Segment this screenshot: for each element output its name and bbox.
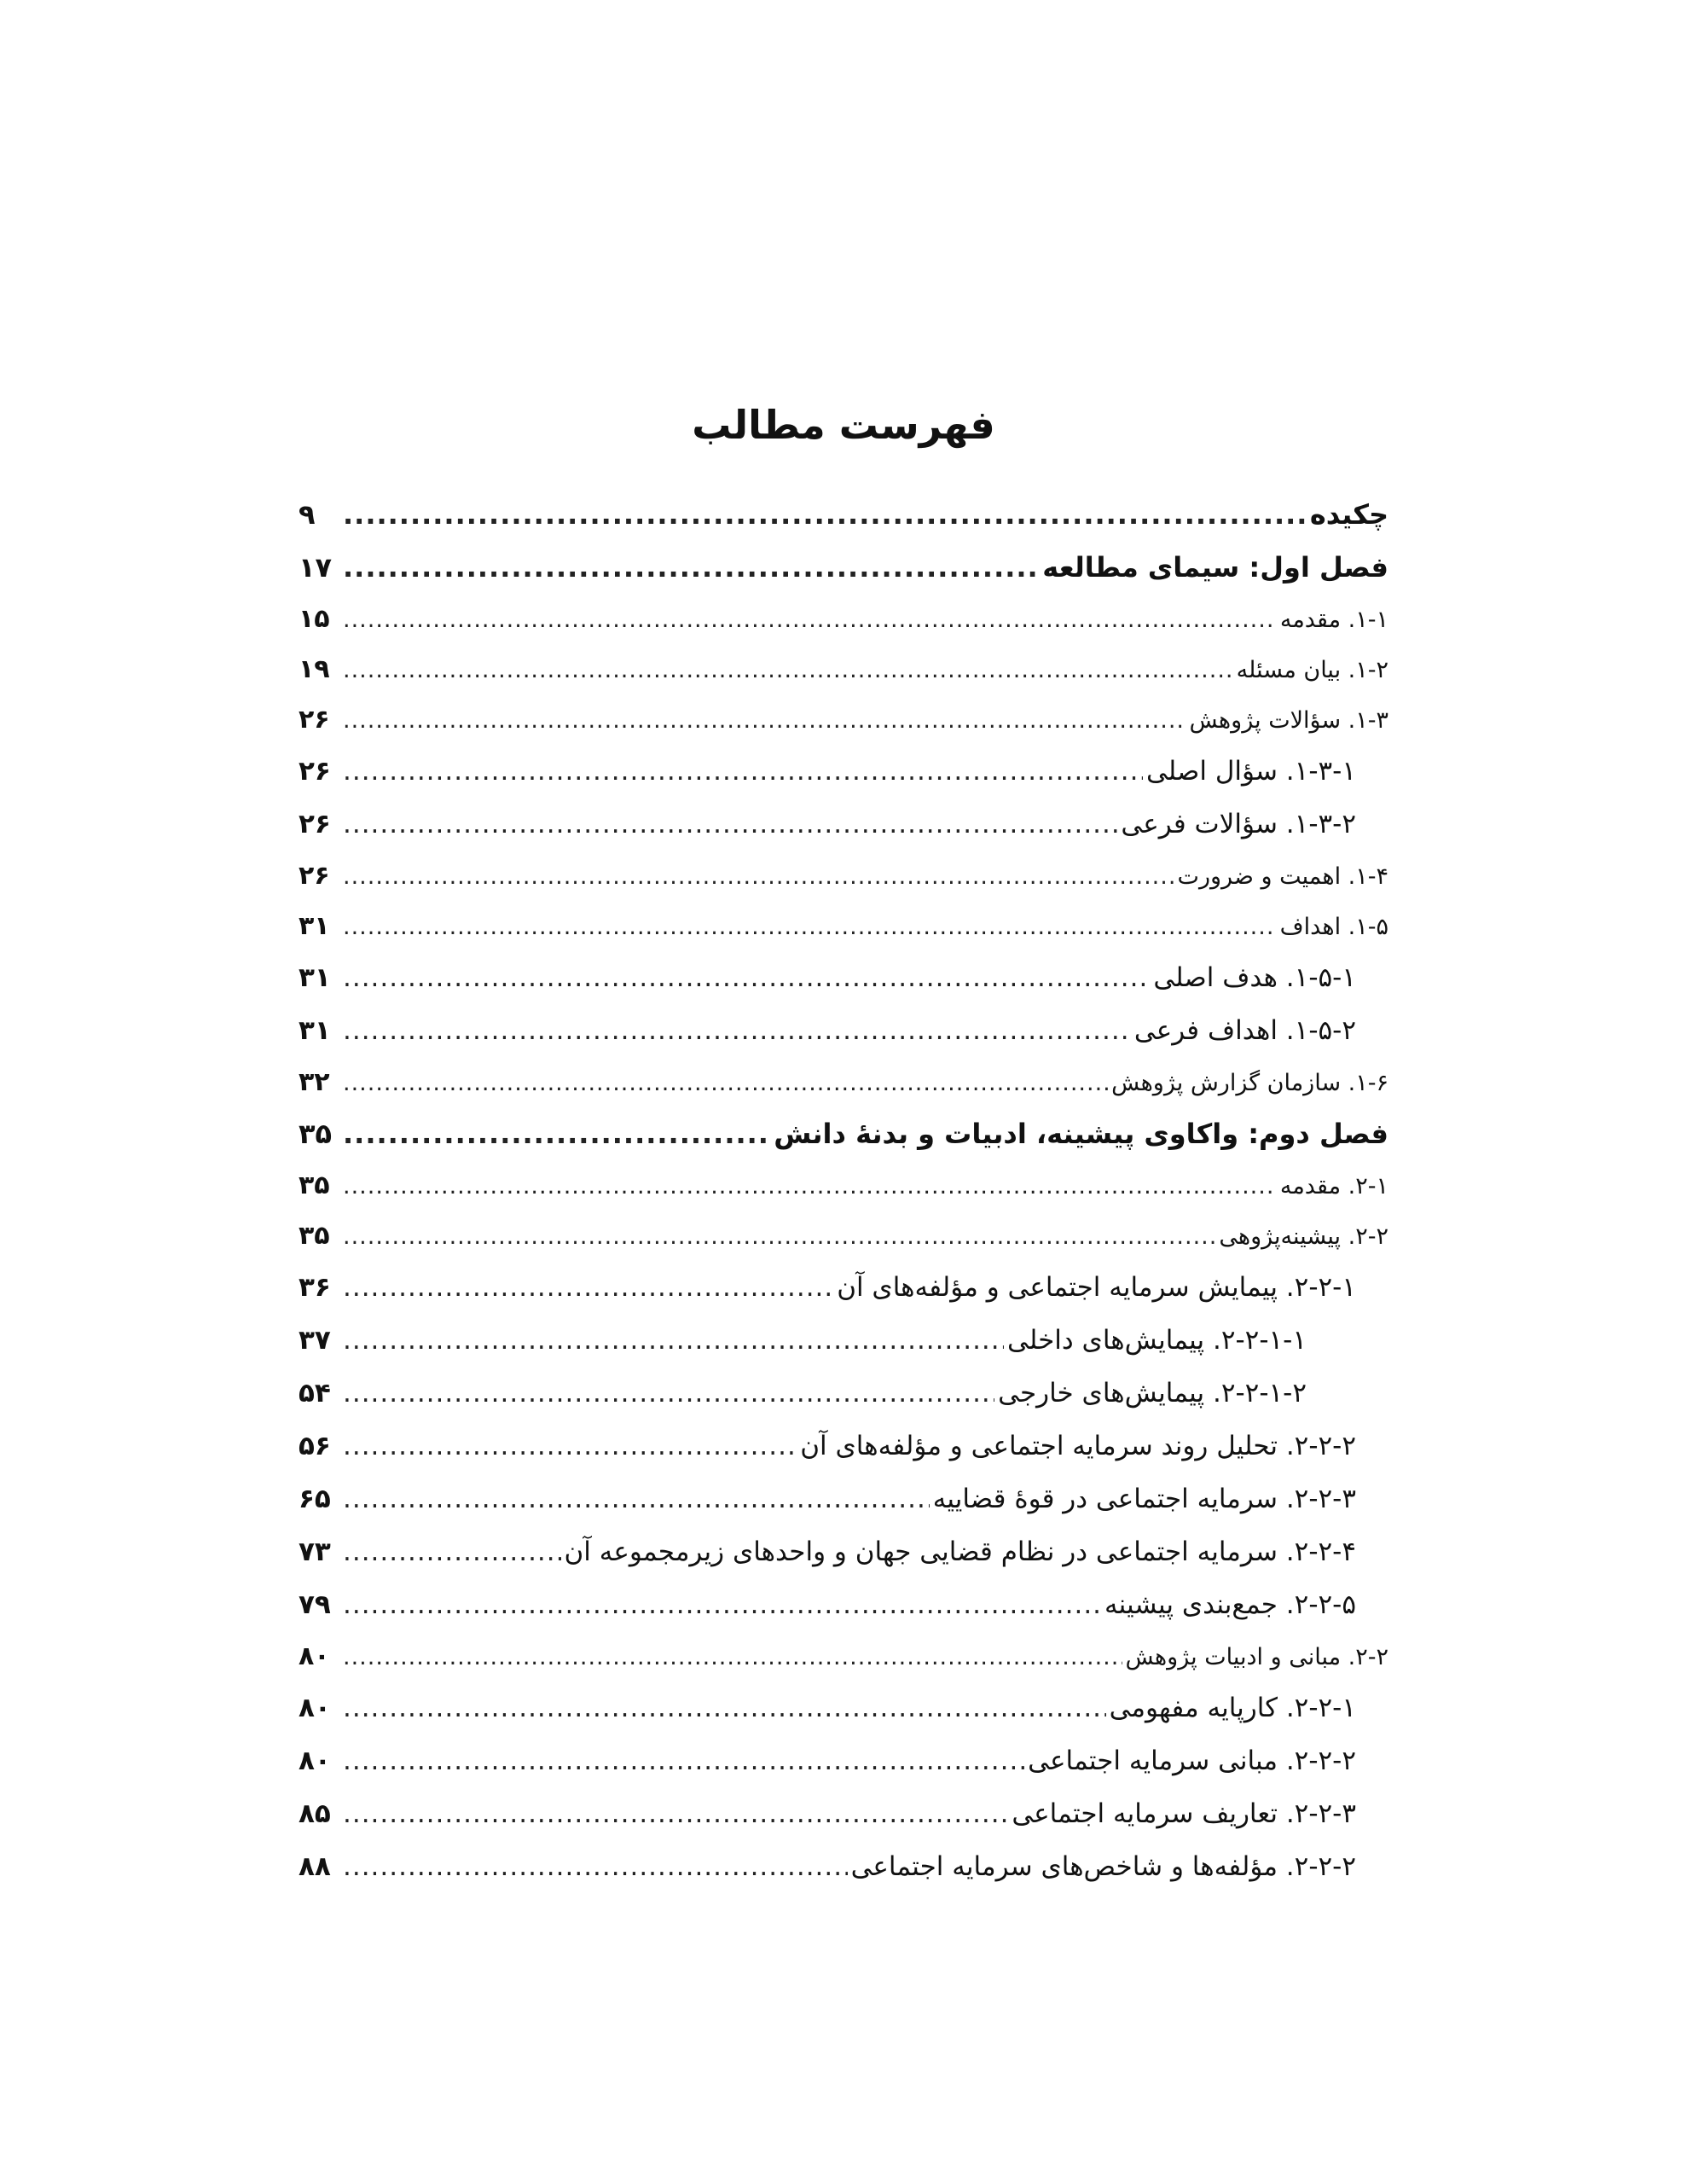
dot-leader xyxy=(343,1632,1122,1682)
toc-entry xyxy=(299,1211,1388,1261)
toc-entry-page-number: ۷۳ xyxy=(299,1536,331,1567)
dot-leader xyxy=(343,1420,797,1472)
toc-entry xyxy=(299,644,1388,694)
dot-leader xyxy=(343,1161,1277,1211)
dot-leader xyxy=(343,1787,1008,1840)
dot-leader xyxy=(343,851,1174,902)
toc-entry xyxy=(299,594,1388,644)
dot-leader xyxy=(343,1682,1106,1734)
toc-entry-page-number: ۳۱ xyxy=(299,962,331,993)
toc-entry-page-number: ۹ xyxy=(299,498,316,531)
toc-entry-page-number: ۳۶ xyxy=(299,1272,331,1303)
toc-entry-page-number: ۳۵ xyxy=(299,1170,330,1200)
toc-entry xyxy=(299,1787,1388,1840)
toc-entry-page-number: ۵۶ xyxy=(299,1431,331,1461)
dot-leader xyxy=(343,488,1307,541)
toc-entry-label: ۱-۵. اهداف xyxy=(1279,914,1388,940)
dot-leader xyxy=(343,1058,1108,1108)
dot-leader xyxy=(343,951,1150,1004)
toc-entry xyxy=(299,1160,1388,1211)
toc-entry-label: ۲-۲-۳. سرمایه اجتماعی در قوۀ قضاییه xyxy=(932,1484,1356,1514)
toc-entry-page-number: ۳۷ xyxy=(299,1325,331,1356)
toc-entry-label: ۱-۳-۲. سؤالات فرعی xyxy=(1121,809,1356,839)
toc-entry-label: ۱-۵-۲. اهداف فرعی xyxy=(1133,1015,1356,1046)
toc-entry-label: ۲-۲-۱-۲. پیمایش‌های خارجی xyxy=(998,1378,1307,1409)
toc-entry-label: ۲-۲-۴. سرمایه اجتماعی در نظام قضایی جهان و واحدهای زیرمجموعه آن xyxy=(564,1536,1356,1567)
toc-entry xyxy=(299,901,1388,951)
dot-leader xyxy=(343,645,1233,695)
toc-entry-page-number: ۷۹ xyxy=(299,1589,331,1620)
toc-entry-label: ۲-۲-۱. کارپایه مفهومی xyxy=(1109,1693,1356,1723)
toc-entry xyxy=(299,951,1388,1004)
toc-entry xyxy=(299,1734,1388,1787)
toc-entry-label: ۲-۲-۲. مؤلفه‌ها و شاخص‌های سرمایه اجتماعی xyxy=(850,1851,1356,1882)
toc-entry xyxy=(299,1682,1388,1734)
toc-entry xyxy=(299,1107,1388,1160)
dot-leader xyxy=(343,541,1039,594)
dot-leader xyxy=(343,745,1143,798)
toc-entry-page-number: ۸۰ xyxy=(299,1693,331,1723)
toc-entry xyxy=(299,694,1388,745)
dot-leader xyxy=(343,1840,848,1893)
toc-entry-page-number: ۶۵ xyxy=(299,1484,331,1514)
toc-entry xyxy=(299,1578,1388,1631)
dot-leader xyxy=(343,1578,1101,1631)
toc-entry-label: ۲-۲-۵. جمع‌بندی پیشینه xyxy=(1104,1589,1356,1620)
toc-entry xyxy=(299,1840,1388,1893)
toc-entry xyxy=(299,1314,1388,1367)
dot-leader xyxy=(343,1107,770,1160)
toc-entry-label: ۱-۳. سؤالات پژوهش xyxy=(1189,707,1388,734)
toc-entry-page-number: ۳۱ xyxy=(299,911,330,941)
toc-entry-page-number: ۳۱ xyxy=(299,1015,331,1046)
toc-entry-page-number: ۳۵ xyxy=(299,1221,330,1251)
toc-entry xyxy=(299,1057,1388,1107)
toc-entry-page-number: ۳۵ xyxy=(299,1118,333,1150)
dot-leader xyxy=(343,1211,1215,1262)
dot-leader xyxy=(343,1367,994,1420)
toc-entry-page-number: ۱۷ xyxy=(299,551,333,584)
toc-entry xyxy=(299,1367,1388,1420)
toc-entry-label: ۱-۴. اهمیت و ضرورت xyxy=(1177,863,1388,890)
toc-entry-label: ۲-۲-۳. تعاریف سرمایه اجتماعی xyxy=(1012,1798,1356,1829)
toc-entry xyxy=(299,745,1388,798)
dot-leader xyxy=(343,798,1117,851)
toc-entry xyxy=(299,851,1388,901)
dot-leader xyxy=(343,1314,1004,1367)
toc-entry xyxy=(299,1261,1388,1314)
toc-entry-label: ۱-۱. مقدمه xyxy=(1279,607,1388,633)
dot-leader xyxy=(343,695,1186,746)
toc-entry-label: ۱-۲. بیان مسئله xyxy=(1236,657,1388,683)
toc-entry xyxy=(299,1631,1388,1682)
toc-entry-page-number: ۸۰ xyxy=(299,1641,330,1671)
toc-entry-page-number: ۸۵ xyxy=(299,1798,331,1829)
toc-entry-page-number: ۲۶ xyxy=(299,809,331,839)
toc-entry-page-number: ۲۶ xyxy=(299,705,330,735)
dot-leader xyxy=(343,1261,833,1314)
table-of-contents xyxy=(299,488,1388,1893)
dot-leader xyxy=(343,1472,930,1525)
toc-entry-label: ۱-۳-۱. سؤال اصلی xyxy=(1145,756,1356,787)
toc-entry xyxy=(299,1525,1388,1578)
toc-entry-label: ۲-۲. پیشینه‌پژوهی xyxy=(1219,1223,1388,1250)
toc-entry-page-number: ۱۹ xyxy=(299,654,330,684)
toc-entry-label: ۱-۵-۱. هدف اصلی xyxy=(1153,962,1356,993)
toc-entry xyxy=(299,1004,1388,1057)
page-title: فهرست مطالب xyxy=(692,402,995,448)
toc-entry xyxy=(299,1472,1388,1525)
dot-leader xyxy=(343,595,1277,645)
dot-leader xyxy=(343,1734,1024,1787)
toc-entry-label: چکیده xyxy=(1309,498,1388,531)
dot-leader xyxy=(343,1004,1131,1057)
toc-entry-label: ۲-۲. مبانی و ادبیات پژوهش xyxy=(1125,1644,1388,1670)
toc-entry-label: ۲-۲-۱-۱. پیمایش‌های داخلی xyxy=(1007,1325,1307,1356)
toc-entry-page-number: ۱۵ xyxy=(299,604,330,634)
toc-entry-label: ۲-۲-۱. پیمایش سرمایه اجتماعی و مؤلفه‌های آن xyxy=(837,1272,1356,1303)
toc-entry-label: ۲-۱. مقدمه xyxy=(1279,1173,1388,1199)
toc-entry-page-number: ۵۴ xyxy=(299,1378,331,1409)
toc-entry-page-number: ۳۲ xyxy=(299,1067,330,1097)
toc-entry-page-number: ۲۶ xyxy=(299,756,331,787)
toc-entry-page-number: ۸۸ xyxy=(299,1851,331,1882)
toc-entry xyxy=(299,1420,1388,1472)
dot-leader xyxy=(343,902,1277,952)
toc-entry-page-number: ۲۶ xyxy=(299,861,330,891)
toc-entry-label: ۱-۶. سازمان گزارش پژوهش xyxy=(1111,1070,1388,1096)
dot-leader xyxy=(343,1525,561,1578)
toc-entry xyxy=(299,541,1388,594)
toc-entry-label: ۲-۲-۲. مبانی سرمایه اجتماعی xyxy=(1028,1745,1356,1776)
toc-entry xyxy=(299,798,1388,851)
toc-entry-label: فصل دوم: واکاوی پیشینه، ادبیات و بدنۀ دانش xyxy=(774,1118,1388,1150)
toc-entry-page-number: ۸۰ xyxy=(299,1745,331,1776)
toc-entry-label: ۲-۲-۲. تحلیل روند سرمایه اجتماعی و مؤلفه‌های آن xyxy=(800,1431,1356,1461)
toc-entry-label: فصل اول: سیمای مطالعه xyxy=(1042,551,1388,584)
toc-entry xyxy=(299,488,1388,541)
